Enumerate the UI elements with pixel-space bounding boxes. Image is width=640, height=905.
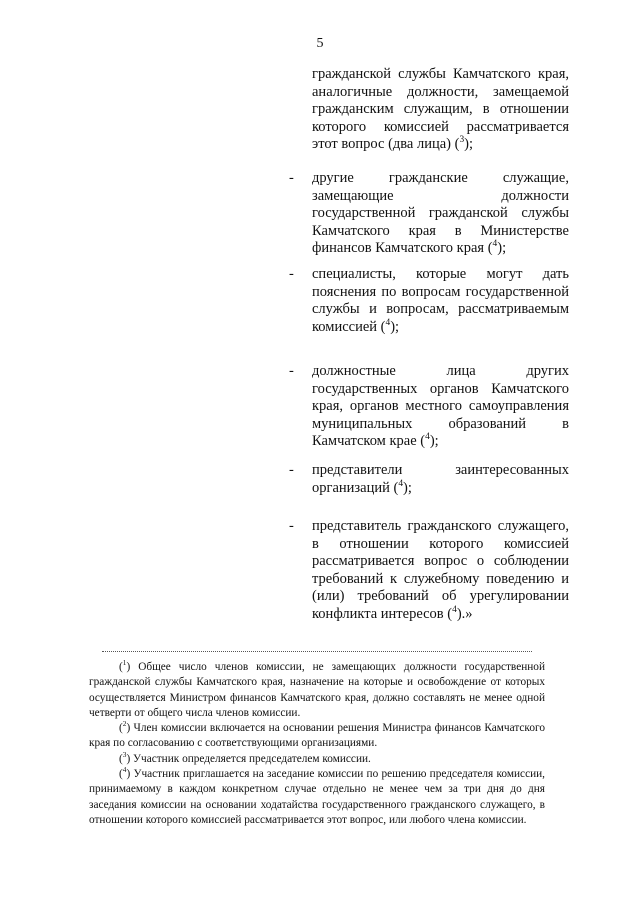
list-dash: -	[289, 462, 294, 478]
footnote-text: Участник приглашается на заседание комиссии по решению председателя комиссии, принимаемому в каждом конкретном случае отдельно не менее чем за три дня до дня заседания комиссии на основании ходатайства государственного гражданского служащего, в отношении которого комиссией рассматривается этот вопрос, или любого члена комиссии.	[89, 768, 545, 826]
item-text: должностные лица других государственных органов Камчатского края, органов местного самоуправления муниципальных образований в Камчатском крае (	[312, 363, 569, 450]
footnote-text: Общее число членов комиссии, не замещающих должности государственной гражданской службы Камчатского края, назначение на которые и освобождение от которых осуществляется Министром финансов Камчатского края, должно составлять не менее одной четверти от общего числа членов комиссии.	[89, 661, 545, 719]
item-tail: ).»	[456, 605, 473, 622]
footnote-text: Участник определяется председателем комиссии.	[133, 752, 371, 765]
footnote: ($^3$) Участник определяется председателем комиссии.	[119, 750, 371, 765]
list-item-text	[312, 462, 569, 497]
item-tail: );	[403, 479, 412, 496]
continuation-paragraph	[312, 66, 569, 154]
footnote-number: 4	[122, 765, 127, 775]
list-item-text	[312, 266, 569, 336]
list-item-text	[312, 363, 569, 451]
item-text: представитель гражданского служащего, в отношении которого комиссией рассматривается вопрос о соблюдении требований к служебному поведению и (или) требований об урегулировании конфликта интересов (	[312, 518, 569, 622]
footnote: ($^4$) Участник приглашается на заседание комиссии по решению председателя комиссии, принимаемому в каждом конкретном случае отдельно не менее чем за три дня до дня заседания комиссии на основании ходатайства государственного гражданского служащего, в отношении которого комиссией рассматривается этот вопрос, или любого члена комиссии.	[89, 765, 545, 826]
footnote-ref: 4	[492, 239, 498, 250]
item-text: специалисты, которые могут дать пояснения по вопросам государственной службы и вопросам, рассматриваемым комиссией (	[312, 266, 569, 335]
item-tail: );	[390, 318, 400, 335]
list-item-text	[312, 170, 569, 258]
footnote-text: Член комиссии включается на основании решения Министра финансов Камчатского края по согласованию с соответствующими организациями.	[89, 722, 545, 750]
list-dash: -	[289, 363, 294, 379]
footnotes	[89, 660, 545, 828]
footnote-ref: 3	[459, 135, 465, 146]
footnote-number: 2	[122, 719, 127, 729]
footnote-number: 1	[122, 658, 127, 668]
footnote-ref: 4	[398, 478, 404, 489]
item-text: представители заинтересованных организаций (	[312, 462, 569, 496]
list-dash: -	[289, 170, 294, 186]
item-tail: );	[429, 433, 439, 450]
footnote-number: 3	[122, 750, 127, 760]
continuation-tail: );	[464, 136, 474, 153]
list-item-text	[312, 518, 569, 624]
footnote: ($^1$) Общее число членов комиссии, не замещающих должности государственной гражданской службы Камчатского края, назначение на которые и освобождение от которых осуществляется Министром финансов Камчатского края, должно составлять не менее одной четверти от общего числа членов комиссии.	[89, 658, 545, 719]
item-tail: );	[497, 240, 507, 257]
footnote-ref: 4	[385, 317, 391, 328]
item-text: другие гражданские служащие, замещающие должности государственной гражданской службы Камчатского края в Министерстве финансов Камчатского края (	[312, 170, 569, 257]
footnote: ($^2$) Член комиссии включается на основании решения Министра финансов Камчатского края по согласованию с соответствующими организациями.	[89, 719, 545, 750]
footnote-ref: 4	[425, 432, 430, 443]
continuation-text: гражданской службы Камчатского края, аналогичные должности, замещаемой гражданским служащим, в отношении которого комиссией рассматривается этот вопрос (два лица) (	[312, 66, 569, 153]
footnote-separator	[102, 651, 532, 652]
list-dash: -	[289, 518, 294, 534]
list-dash: -	[289, 266, 294, 282]
footnote-ref: 4	[452, 605, 457, 616]
page-number: 5	[316, 36, 324, 51]
